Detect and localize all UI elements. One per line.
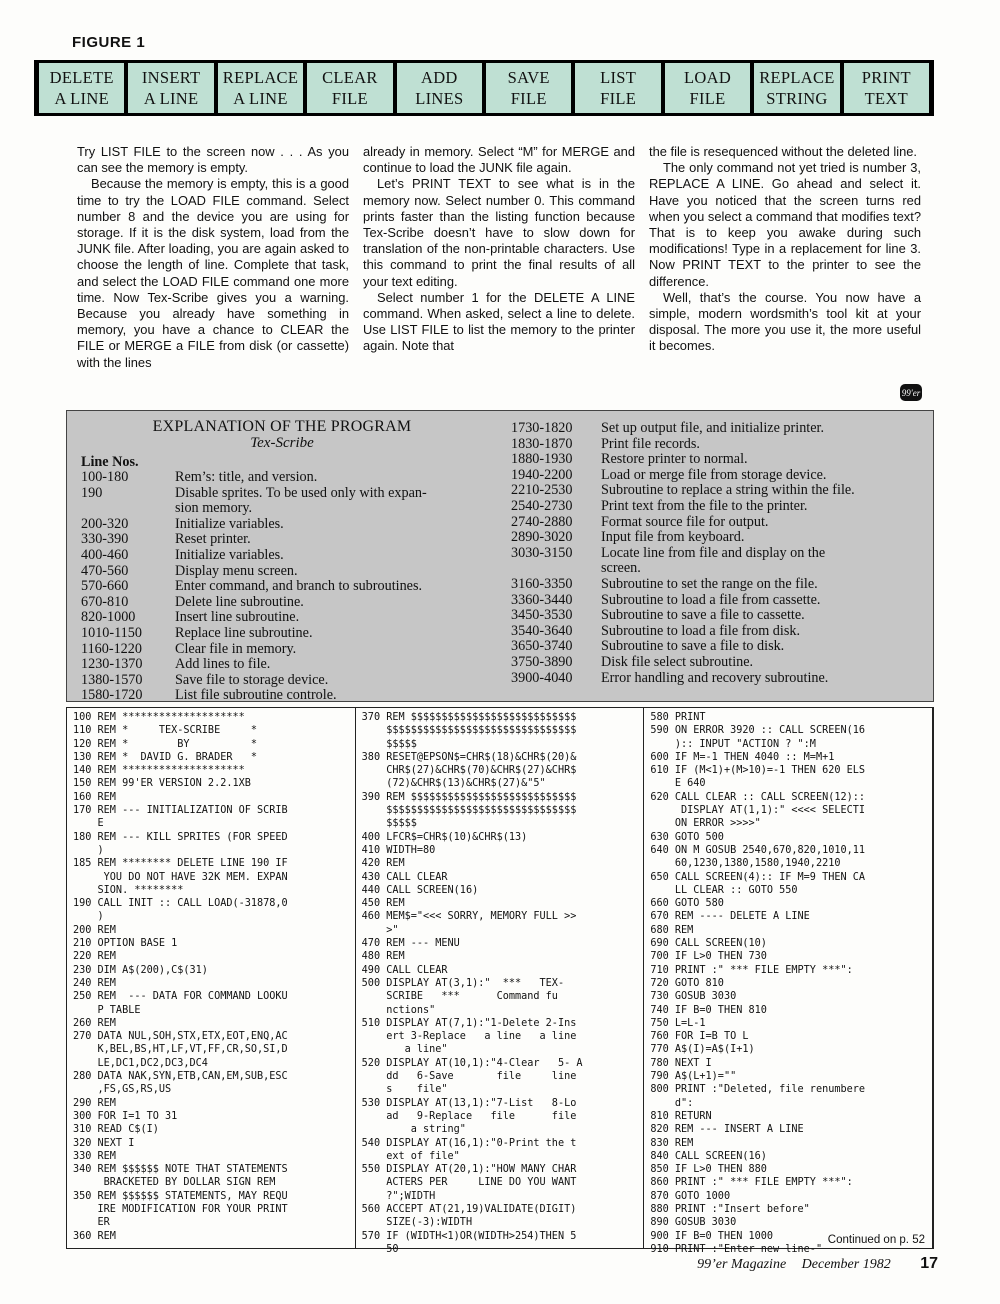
- menu-replace-a-line: REPLACE A LINE: [218, 63, 303, 113]
- line-description: Set up output file, and initialize printer.: [601, 420, 825, 436]
- line-description: Save file to storage device.: [175, 671, 329, 688]
- line-description: Subroutine to load a file from disk.: [601, 622, 800, 639]
- code-line: 470 REM --- MENU: [361, 938, 460, 950]
- line-description: Error handling and recovery subroutine.: [601, 669, 829, 686]
- explanation-row: [511, 546, 931, 562]
- explanation-row: [511, 608, 931, 624]
- explanation-row: [511, 483, 931, 499]
- code-line: 650 CALL SCREEN(4):: IF M=9 THEN CA: [650, 871, 866, 883]
- article-column-2: [363, 144, 635, 371]
- explanation-row: [81, 657, 511, 673]
- explanation-row: [81, 470, 511, 486]
- line-description: Initialize variables.: [175, 546, 284, 563]
- explanation-right-list: [511, 421, 931, 686]
- code-line: 690 CALL SCREEN(10): [650, 938, 767, 950]
- menu-load-file: LOAD FILE: [665, 63, 750, 113]
- code-line: 230 DIM A$(200),C$(31): [73, 964, 208, 976]
- code-line: 300 FOR I=1 TO 31: [73, 1110, 178, 1122]
- line-range: 1880-1930: [511, 451, 573, 468]
- menu-delete-a-line: DELETE A LINE: [39, 63, 124, 113]
- explanation-row: [511, 577, 931, 593]
- line-range: 2740-2880: [511, 513, 573, 530]
- code-line: 180 REM --- KILL SPRITES (FOR SPEED: [73, 831, 288, 843]
- code-line: 720 GOTO 810: [650, 977, 724, 989]
- code-line: 530 DISPLAY AT(13,1):"7-List 8-Lo: [361, 1097, 577, 1109]
- code-line: 840 CALL SCREEN(16): [650, 1150, 767, 1162]
- code-line: $$$$$$$$$$$$$$$$$$$$$$$$$$$$$$$: [361, 725, 577, 737]
- code-line: 910 PRINT :"Enter new line-": [650, 1243, 823, 1255]
- explanation-row: [511, 561, 931, 577]
- code-line: IRE MODIFICATION FOR YOUR PRINT: [73, 1203, 288, 1215]
- line-range: 3650-3740: [511, 638, 573, 655]
- code-line: 370 REM $$$$$$$$$$$$$$$$$$$$$$$$$$$: [361, 712, 577, 723]
- line-description: Replace line subroutine.: [175, 624, 313, 641]
- code-line: a string": [361, 1124, 466, 1136]
- code-line: 660 GOTO 580: [650, 898, 724, 910]
- paragraph: Select number 1 for the DELETE A LINE command. When asked, select a line to delete. Use LIST FILE to list the memory to the printer again. Note that: [363, 289, 635, 354]
- code-line: 110 REM * TEX-SCRIBE *: [73, 725, 258, 737]
- code-line: 390 REM $$$$$$$$$$$$$$$$$$$$$$$$$$$: [361, 791, 577, 803]
- paragraph: the file is resequenced without the deleted line.: [649, 144, 918, 159]
- explanation-row: [511, 593, 931, 609]
- code-line: 200 REM: [73, 924, 116, 936]
- code-line: 870 GOTO 1000: [650, 1190, 731, 1202]
- line-description: Disable sprites. To be used only with expan-: [175, 484, 427, 501]
- line-range: 670-810: [81, 593, 129, 610]
- code-line: 590 ON ERROR 3920 :: CALL SCREEN(16: [650, 725, 866, 737]
- code-line: 760 FOR I=B TO L: [650, 1031, 749, 1043]
- menu-clear-file: CLEAR FILE: [307, 63, 392, 113]
- code-line: 610 IF (M<1)+(M>10)=-1 THEN 620 ELS: [650, 765, 866, 777]
- code-line: 570 IF (WIDTH<1)OR(WIDTH>254)THEN 5: [361, 1230, 577, 1242]
- line-nos-header: Line Nos.: [81, 454, 139, 470]
- code-line: P TABLE: [73, 1004, 141, 1016]
- line-range: 3540-3640: [511, 622, 573, 639]
- magazine-name: 99’er Magazine: [697, 1257, 787, 1272]
- code-line: 260 REM: [73, 1017, 116, 1029]
- listing-column-2: [356, 708, 645, 1255]
- line-range: 470-560: [81, 562, 129, 579]
- end-mark-logo-icon: 99'er: [900, 384, 922, 401]
- line-range: [511, 561, 601, 577]
- code-line: 250 REM --- DATA FOR COMMAND LOOKU: [73, 991, 288, 1003]
- code-line: 540 DISPLAY AT(16,1):"0-Print the t: [361, 1137, 577, 1149]
- code-line: 520 DISPLAY AT(10,1):"4-Clear 5- A: [361, 1057, 583, 1069]
- code-line: ACTERS PER LINE DO YOU WANT: [361, 1177, 577, 1189]
- line-range: 2540-2730: [511, 497, 573, 514]
- code-line: a line": [361, 1044, 448, 1056]
- code-line: 350 REM $$$$$$ STATEMENTS, MAY REQU: [73, 1190, 288, 1202]
- explanation-row: [81, 642, 511, 658]
- page-number: 17: [920, 1255, 938, 1272]
- code-line: 310 READ C$(I): [73, 1124, 159, 1136]
- code-line: 60,1230,1380,1580,1940,2210: [650, 858, 841, 870]
- line-description: Insert line subroutine.: [175, 609, 300, 626]
- explanation-row: [81, 673, 511, 689]
- code-line: $$$$$: [361, 738, 417, 750]
- line-description: Load or merge file from storage device.: [601, 466, 827, 483]
- code-line: 220 REM: [73, 951, 116, 963]
- code-line: dd 6-Save file line: [361, 1071, 577, 1083]
- line-description: List file subroutine controle.: [175, 687, 337, 704]
- explanation-row: [81, 595, 511, 611]
- line-description: Subroutine to save a file to disk.: [601, 638, 785, 655]
- paragraph: Because the memory is empty, this is a good time to try the LOAD FILE command. Select number 8 and the device you are using for storage. If it is the disk system, load from the JUNK file. After loading, you are again asked to choose the length of line. Complete that task, and select the LOAD FILE command one more time. Now Tex-Scribe gives you a warning. Because you already have something in memory, you have a chance to CLEAR the FILE or MERGE a FILE from disk (or cassette) with the lines: [77, 176, 349, 370]
- line-range: 200-320: [81, 515, 129, 532]
- figure-label: FIGURE 1: [72, 34, 146, 51]
- code-line: 820 REM --- INSERT A LINE: [650, 1124, 804, 1136]
- code-line: 50: [361, 1243, 399, 1255]
- article-column-1: [77, 144, 349, 371]
- line-description: Input file from keyboard.: [601, 529, 745, 546]
- explanation-left-list: [81, 470, 511, 704]
- code-line: 130 REM * DAVID G. BRADER *: [73, 751, 258, 763]
- code-line: 490 CALL CLEAR: [361, 964, 448, 976]
- code-line: 780 NEXT I: [650, 1057, 712, 1069]
- menu-replace-string: REPLACE STRING: [754, 63, 839, 113]
- code-line: 680 REM: [650, 924, 694, 936]
- line-range: 570-660: [81, 578, 129, 595]
- line-description: Subroutine to load a file from cassette.: [601, 591, 821, 608]
- line-description: Print text from the file to the printer.: [601, 497, 808, 514]
- code-line: 810 RETURN: [650, 1110, 712, 1122]
- line-description: Locate line from file and display on the: [601, 544, 826, 561]
- article-column-3: [649, 144, 921, 371]
- menu-list-file: LIST FILE: [575, 63, 660, 113]
- code-line: 500 DISPLAY AT(3,1):" *** TEX-: [361, 977, 565, 989]
- code-line: ): [73, 911, 104, 923]
- menu-insert-a-line: INSERT A LINE: [128, 63, 213, 113]
- explanation-row: [81, 486, 511, 502]
- code-line: ,FS,GS,RS,US: [73, 1084, 172, 1096]
- explanation-row: [81, 626, 511, 642]
- code-line: 440 CALL SCREEN(16): [361, 884, 479, 896]
- continued-note: Continued on p. 52: [827, 1234, 925, 1246]
- line-description: Print file records.: [601, 435, 700, 452]
- line-description: Reset printer.: [175, 531, 251, 548]
- code-line: (72)&CHR$(13)&CHR$(27)&"5": [361, 778, 546, 790]
- paragraph: Well, that’s the course. You now have a simple, modern wordsmith’s tool kit at your disposal. The more you use it, the more useful it becomes.: [649, 289, 921, 354]
- explanation-title: EXPLANATION OF THE PROGRAM: [152, 418, 412, 435]
- code-line: SION. ********: [73, 884, 184, 896]
- code-line: 420 REM: [361, 858, 405, 870]
- code-line: 630 GOTO 500: [650, 831, 724, 843]
- code-line: 480 REM: [361, 951, 405, 963]
- code-line: 360 REM: [73, 1230, 116, 1242]
- code-line: 670 REM ---- DELETE A LINE: [650, 911, 810, 923]
- line-range: 1160-1220: [81, 640, 142, 657]
- explanation-row: [81, 517, 511, 533]
- code-line: ext of file": [361, 1150, 460, 1162]
- code-line: 120 REM * BY *: [73, 738, 258, 750]
- explanation-row: [511, 530, 931, 546]
- line-description: sion memory.: [175, 500, 253, 517]
- page-footer: [0, 1255, 938, 1273]
- code-line: 730 GOSUB 3030: [650, 991, 737, 1003]
- code-line: 700 IF L>0 THEN 730: [650, 951, 767, 963]
- code-line: 160 REM: [73, 791, 116, 803]
- code-line: 450 REM: [361, 898, 405, 910]
- line-range: 1010-1150: [81, 624, 142, 641]
- explanation-row: [511, 671, 931, 687]
- code-line: 580 PRINT: [650, 712, 706, 723]
- line-description: Enter command, and branch to subroutines.: [175, 578, 423, 595]
- code-line: 320 NEXT I: [73, 1137, 135, 1149]
- code-line: ON ERROR >>>>": [650, 818, 761, 830]
- code-line: >": [361, 924, 399, 936]
- code-line: ad 9-Replace file file: [361, 1110, 577, 1122]
- line-range: 190: [81, 484, 103, 501]
- code-line: 710 PRINT :" *** FILE EMPTY ***":: [650, 964, 853, 976]
- code-line: nctions": [361, 1004, 436, 1016]
- listing-column-3: [644, 708, 933, 1255]
- code-line: 210 OPTION BASE 1: [73, 938, 178, 950]
- explanation-row: [511, 437, 931, 453]
- code-line: 170 REM --- INITIALIZATION OF SCRIB: [73, 805, 288, 817]
- code-line: 140 REM ********************: [73, 765, 245, 777]
- line-description: Format source file for output.: [601, 513, 769, 530]
- explanation-row: [511, 468, 931, 484]
- menu-add-lines: ADD LINES: [397, 63, 482, 113]
- code-line: 330 REM: [73, 1150, 116, 1162]
- menu-print-text: PRINT TEXT: [844, 63, 929, 113]
- code-line: 185 REM ******** DELETE LINE 190 IF: [73, 858, 288, 870]
- code-line: 380 RESET@EPSON$=CHR$(18)&CHR$(20)&: [361, 751, 577, 763]
- line-range: 100-180: [81, 469, 129, 485]
- code-line: 340 REM $$$$$$ NOTE THAT STATEMENTS: [73, 1164, 288, 1176]
- line-range: 3160-3350: [511, 575, 573, 592]
- code-line: 800 PRINT :"Deleted, file renumbere: [650, 1084, 866, 1096]
- code-line: 770 A$(I)=A$(I+1): [650, 1044, 755, 1056]
- code-line: 150 REM 99'ER VERSION 2.2.1XB: [73, 778, 251, 790]
- code-line: 270 DATA NUL,SOH,STX,ETX,EOT,ENQ,AC: [73, 1031, 288, 1043]
- line-range: 820-1000: [81, 609, 136, 626]
- explanation-row: [511, 499, 931, 515]
- code-line: CHR$(27)&CHR$(70)&CHR$(27)&CHR$: [361, 765, 577, 777]
- code-line: 900 IF B=0 THEN 1000: [650, 1230, 774, 1242]
- code-line: E: [73, 818, 104, 830]
- code-line: 190 CALL INIT :: CALL LOAD(-31878,0: [73, 898, 288, 910]
- line-range: 3900-4040: [511, 669, 573, 686]
- code-line: 550 DISPLAY AT(20,1):"HOW MANY CHAR: [361, 1164, 577, 1176]
- code-line: 240 REM: [73, 977, 116, 989]
- line-range: 3750-3890: [511, 653, 573, 670]
- line-description: Initialize variables.: [175, 515, 284, 532]
- line-range: 1940-2200: [511, 466, 573, 483]
- paragraph: Try LIST FILE to the screen now . . . As you can see the memory is empty.: [77, 144, 349, 176]
- line-range: 1730-1820: [511, 420, 573, 436]
- explanation-row: [81, 564, 511, 580]
- code-line: s file": [361, 1084, 448, 1096]
- code-line: 830 REM: [650, 1137, 694, 1149]
- line-description: Display menu screen.: [175, 562, 298, 579]
- paragraph: Let’s PRINT TEXT to see what is in the memory now. Select number 0. This command prints faster than the listing function because Tex-Scribe doesn’t have to slow down for translation of the non-printable characters. Use this command to print the final results of all your text editing.: [363, 176, 635, 289]
- code-line: 410 WIDTH=80: [361, 844, 436, 856]
- code-line: 850 IF L>0 THEN 880: [650, 1164, 767, 1176]
- explanation-row: [81, 548, 511, 564]
- code-line: $$$$$$$$$$$$$$$$$$$$$$$$$$$$$$$: [361, 805, 577, 817]
- explanation-row: [81, 688, 511, 704]
- line-range: 400-460: [81, 546, 129, 563]
- program-listing: [66, 707, 934, 1255]
- menu-save-file: SAVE FILE: [486, 63, 571, 113]
- line-description: Delete line subroutine.: [175, 593, 304, 610]
- code-line: 600 IF M=-1 THEN 4040 :: M=M+1: [650, 751, 835, 763]
- explanation-subtitle: Tex-Scribe: [250, 435, 314, 451]
- code-line: 100 REM ********************: [73, 712, 245, 723]
- explanation-row: [511, 639, 931, 655]
- code-line: 280 DATA NAK,SYN,ETB,CAN,EM,SUB,ESC: [73, 1071, 288, 1083]
- line-description: Restore printer to normal.: [601, 451, 748, 468]
- code-line: 290 REM: [73, 1097, 116, 1109]
- code-line: ?";WIDTH: [361, 1190, 436, 1202]
- line-range: 1830-1870: [511, 435, 573, 452]
- code-line: LE,DC1,DC2,DC3,DC4: [73, 1057, 208, 1069]
- code-line: 430 CALL CLEAR: [361, 871, 448, 883]
- code-line: 620 CALL CLEAR :: CALL SCREEN(12)::: [650, 791, 866, 803]
- explanation-row: [81, 579, 511, 595]
- line-range: 1580-1720: [81, 687, 143, 704]
- code-line: BRACKETED BY DOLLAR SIGN REM: [73, 1177, 276, 1189]
- code-line: 750 L=L-1: [650, 1017, 706, 1029]
- code-line: $$$$$: [361, 818, 417, 830]
- line-description: Subroutine to save a file to cassette.: [601, 607, 805, 624]
- explanation-row: [81, 610, 511, 626]
- code-line: 860 PRINT :" *** FILE EMPTY ***":: [650, 1177, 853, 1189]
- explanation-row: [511, 515, 931, 531]
- code-line: ): [73, 844, 104, 856]
- listing-column-1: [67, 708, 356, 1248]
- line-range: 330-390: [81, 531, 129, 548]
- code-line: 640 ON M GOSUB 2540,670,820,1010,11: [650, 844, 866, 856]
- code-line: DISPLAY AT(1,1):" <<<< SELECTI: [650, 805, 866, 817]
- code-line: SCRIBE *** Command fu: [361, 991, 558, 1003]
- code-line: d":: [650, 1097, 694, 1109]
- article-body: [77, 144, 921, 371]
- code-line: 400 LFCR$=CHR$(10)&CHR$(13): [361, 831, 528, 843]
- explanation-row: [511, 421, 931, 437]
- explanation-row: [81, 501, 511, 517]
- line-range: 2210-2530: [511, 482, 573, 499]
- explanation-row: [81, 532, 511, 548]
- code-line: 740 IF B=0 THEN 810: [650, 1004, 767, 1016]
- paragraph: The only command not yet tried is number 3, REPLACE A LINE. Go ahead and select it. Have you noticed that the screen turns red when you select a command that modifies text? That is to keep you awake during such modifications! Type in a replacement for line 3. Now PRINT TEXT to the printer to see the difference.: [649, 160, 921, 289]
- code-line: 880 PRINT :"Insert before": [650, 1203, 810, 1215]
- explanation-box: [66, 410, 934, 702]
- code-line: ER: [73, 1217, 110, 1229]
- code-line: 560 ACCEPT AT(21,19)VALIDATE(DIGIT): [361, 1203, 577, 1215]
- line-description: Rem’s: title, and version.: [175, 469, 318, 485]
- code-line: ):: INPUT "ACTION ? ":M: [650, 738, 816, 750]
- code-line: E 640: [650, 778, 706, 790]
- line-description: Subroutine to set the range on the file.: [601, 575, 818, 592]
- code-line: 460 MEM$="<<< SORRY, MEMORY FULL >>: [361, 911, 577, 923]
- code-line: 890 GOSUB 3030: [650, 1217, 737, 1229]
- line-range: 1380-1570: [81, 671, 143, 688]
- code-line: 510 DISPLAY AT(7,1):"1-Delete 2-Ins: [361, 1017, 577, 1029]
- explanation-row: [511, 452, 931, 468]
- line-description: screen.: [601, 560, 641, 577]
- line-range: [81, 501, 175, 517]
- code-line: 790 A$(L+1)="": [650, 1071, 737, 1083]
- line-range: 3360-3440: [511, 591, 573, 608]
- code-line: LL CLEAR :: GOTO 550: [650, 884, 798, 896]
- line-description: Add lines to file.: [175, 656, 271, 673]
- line-description: Disk file select subroutine.: [601, 653, 754, 670]
- line-range: 3450-3530: [511, 607, 573, 624]
- issue-date: December 1982: [801, 1257, 891, 1272]
- code-line: YOU DO NOT HAVE 32K MEM. EXPAN: [73, 871, 288, 883]
- explanation-row: [511, 624, 931, 640]
- line-range: 3030-3150: [511, 544, 573, 561]
- paragraph: already in memory. Select “M” for MERGE and continue to load the JUNK file again.: [363, 144, 635, 176]
- line-range: 1230-1370: [81, 656, 143, 673]
- code-line: K,BEL,BS,HT,LF,VT,FF,CR,SO,SI,D: [73, 1044, 288, 1056]
- explanation-row: [511, 655, 931, 671]
- line-description: Subroutine to replace a string within the file.: [601, 482, 855, 499]
- line-description: Clear file in memory.: [175, 640, 297, 657]
- code-line: ert 3-Replace a line a line: [361, 1031, 577, 1043]
- line-range: 2890-3020: [511, 529, 573, 546]
- command-menu-bar: [34, 60, 934, 116]
- code-line: SIZE(-3):WIDTH: [361, 1217, 473, 1229]
